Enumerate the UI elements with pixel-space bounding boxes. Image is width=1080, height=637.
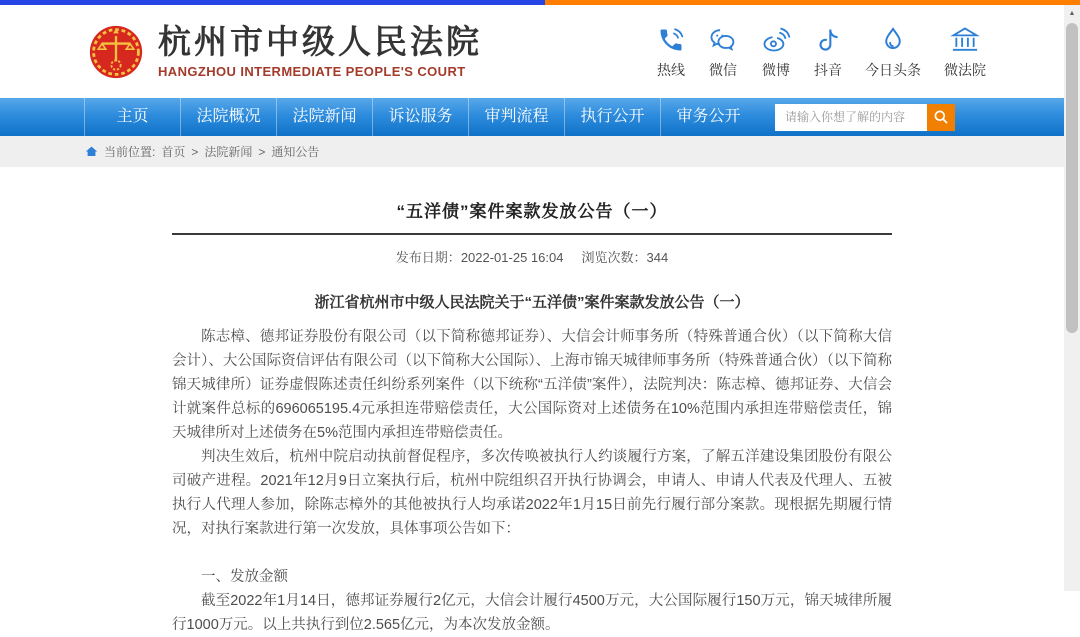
paragraph: 陈志樟、德邦证券股份有限公司（以下简称德邦证券）、大信会计师事务所（特殊普通合伙）（以下简称大信会计）、大公国际资信评估有限公司（以下简称大公国际）、上海市锦天城律师事务所（特殊普通合伙）（以下简称锦天城律所）证券虚假陈述责任纠纷系列案件（以下统称“五洋债”案件），法院判决：陈志樟、德邦证券、大信会计就案件总标的696065195.4元承担连带赔偿责任，大公国际资对上述债务在10%范围内承担连带赔偿责任，锦天城律所对上述债务在5%范围内承担连带赔偿责任。 xyxy=(172,329,892,441)
court-name-cn: 杭州市中级人民法院 xyxy=(158,22,482,60)
article-body xyxy=(172,325,892,637)
nav-item-court-news[interactable]: 法院新闻 xyxy=(276,98,372,136)
breadcrumb-label: 当前位置: xyxy=(104,145,156,159)
breadcrumb-separator: > xyxy=(258,144,266,159)
title-divider xyxy=(172,233,892,235)
top-progress-strip xyxy=(0,0,1080,5)
quick-links xyxy=(657,24,986,80)
toutiao-icon xyxy=(880,24,906,54)
scrollbar-up-button[interactable]: ▲ xyxy=(1068,9,1076,17)
search-bar xyxy=(775,98,955,136)
quick-link-label: 热线 xyxy=(657,61,685,78)
quick-link-toutiao[interactable] xyxy=(865,24,921,80)
page xyxy=(0,5,1064,637)
breadcrumb-court-news[interactable]: 法院新闻 xyxy=(204,145,253,159)
breadcrumb-separator: > xyxy=(191,144,199,159)
wechat-icon xyxy=(708,24,738,54)
quick-link-micro-court[interactable] xyxy=(944,24,986,80)
main-nav xyxy=(0,98,1064,136)
home-icon xyxy=(85,145,98,158)
paragraph: 截至2022年1月14日，德邦证券履行2亿元，大信会计履行4500万元，大公国际履行150万元，锦天城律所履行1000万元。以上共执行到位2.565亿元，为本次发放金额。 xyxy=(172,593,892,633)
douyin-icon xyxy=(815,24,841,54)
section-heading: 一、发放金额 xyxy=(201,569,288,585)
court-names xyxy=(158,24,482,79)
weibo-icon xyxy=(761,24,791,54)
quick-link-label: 抖音 xyxy=(814,61,842,78)
quick-link-label: 今日头条 xyxy=(865,61,921,78)
breadcrumb-notices[interactable]: 通知公告 xyxy=(271,145,320,159)
paragraph: 判决生效后，杭州中院启动执前督促程序，多次传唤被执行人约谈履行方案，了解五洋建设集团股份有限公司破产进程。2021年12月9日立案执行后，杭州中院组织召开执行协调会，申请人、申请人代表及代理人、五被执行人代理人参加，除陈志樟外的其他被执行人均承诺2022年1月15日前先行履行部分案款。现根据先期履行情况，对执行案款进行第一次发放，具体事项公告如下： xyxy=(172,449,892,537)
publish-date-label: 发布日期： xyxy=(395,250,461,265)
views-label: 浏览次数： xyxy=(581,250,647,265)
quick-link-label: 微博 xyxy=(762,61,790,78)
scrollbar-thumb[interactable] xyxy=(1066,23,1078,333)
quick-link-wechat[interactable] xyxy=(708,24,738,80)
phone-icon xyxy=(657,24,685,54)
article-title: “五洋债”案件案款发放公告（一） xyxy=(396,202,668,221)
top-strip-orange-segment xyxy=(545,0,1080,5)
quick-link-label: 微法院 xyxy=(944,61,986,78)
site-header xyxy=(0,5,1064,98)
article-content xyxy=(0,167,1064,637)
quick-link-weibo[interactable] xyxy=(761,24,791,80)
search-input[interactable] xyxy=(775,104,927,131)
scrollbar-track[interactable] xyxy=(1064,5,1080,591)
nav-item-litigation-services[interactable]: 诉讼服务 xyxy=(372,98,468,136)
nav-item-home[interactable]: 主页 xyxy=(84,98,180,136)
nav-item-judicial-affairs[interactable]: 审务公开 xyxy=(660,98,756,136)
court-building-icon xyxy=(950,24,980,54)
search-button[interactable] xyxy=(927,104,955,131)
court-emblem xyxy=(88,24,144,80)
breadcrumb-home[interactable]: 首页 xyxy=(161,145,186,159)
publish-date-value: 2022-01-25 16:04 xyxy=(460,250,564,265)
quick-link-hotline[interactable] xyxy=(657,24,685,80)
search-icon xyxy=(933,109,949,125)
article-meta xyxy=(172,247,892,266)
nav-item-trial-process[interactable]: 审判流程 xyxy=(468,98,564,136)
court-name-en: HANGZHOU INTERMEDIATE PEOPLE'S COURT xyxy=(158,64,466,80)
views-value: 344 xyxy=(646,250,669,265)
breadcrumb xyxy=(0,136,1064,167)
top-strip-blue-segment xyxy=(0,0,545,5)
nav-item-enforcement-disclosure[interactable]: 执行公开 xyxy=(564,98,660,136)
nav-item-court-overview[interactable]: 法院概况 xyxy=(180,98,276,136)
quick-link-label: 微信 xyxy=(709,61,737,78)
article-subtitle: 浙江省杭州市中级人民法院关于“五洋债”案件案款发放公告（一） xyxy=(314,294,750,311)
quick-link-douyin[interactable] xyxy=(814,24,842,80)
